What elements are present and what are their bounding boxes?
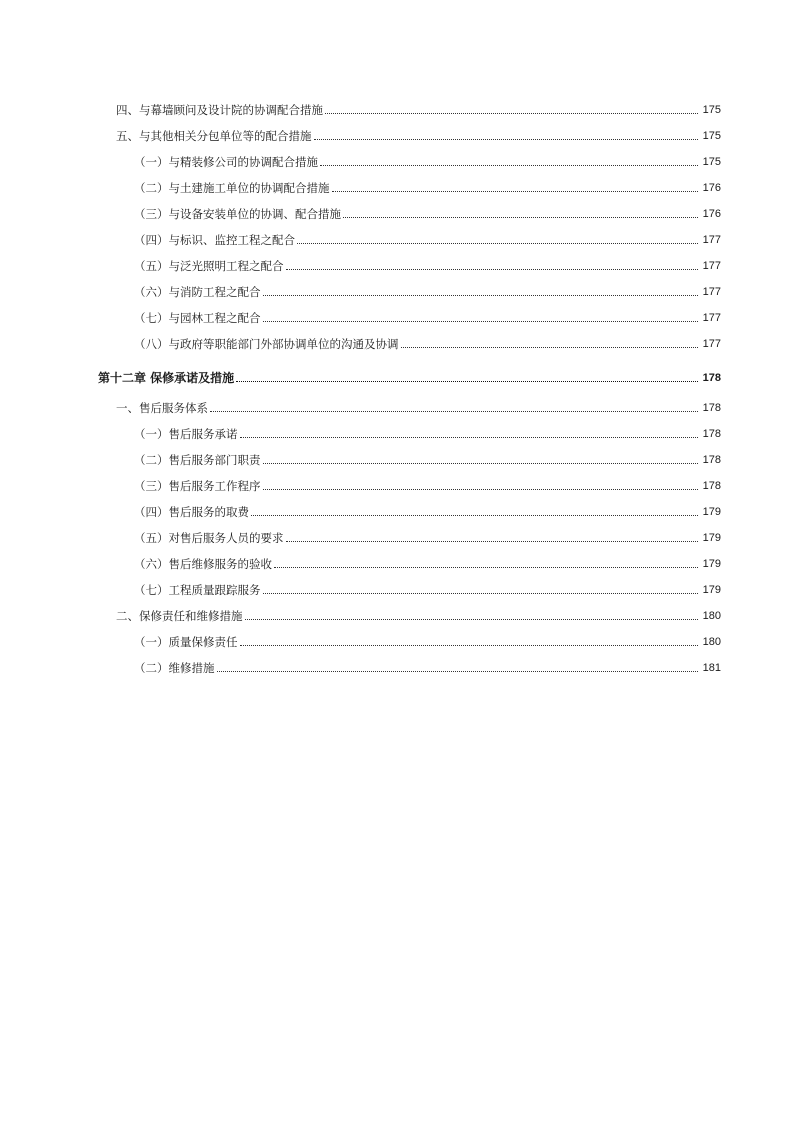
- toc-entry[interactable]: [134, 571, 721, 597]
- dot-leader: [343, 217, 698, 218]
- toc-page-number: 175: [702, 104, 721, 116]
- toc-entry[interactable]: [134, 519, 721, 545]
- toc-page-number: 178: [702, 454, 721, 466]
- toc-entry[interactable]: [134, 623, 721, 649]
- toc-entry[interactable]: [134, 221, 721, 247]
- toc-entry[interactable]: [134, 649, 721, 675]
- toc-page-number: 175: [702, 156, 721, 168]
- toc-entry-title: （四）售后服务的取费: [134, 505, 249, 519]
- dot-leader: [263, 463, 699, 464]
- dot-leader: [240, 437, 699, 438]
- toc-entry-title: （三）与设备安装单位的协调、配合措施: [134, 207, 341, 221]
- toc-page-number: 180: [702, 636, 721, 648]
- toc-entry[interactable]: [116, 117, 721, 143]
- toc-entry-title: （一）质量保修责任: [134, 635, 238, 649]
- toc-page-number: 177: [702, 234, 721, 246]
- toc-entry[interactable]: [134, 325, 721, 351]
- toc-entry[interactable]: [134, 273, 721, 299]
- dot-leader: [251, 515, 698, 516]
- toc-page-number: 179: [702, 506, 721, 518]
- toc-entry-title: 一、售后服务体系: [116, 401, 208, 415]
- dot-leader: [286, 269, 699, 270]
- toc-entry-title: 二、保修责任和维修措施: [116, 609, 243, 623]
- dot-leader: [274, 567, 698, 568]
- dot-leader: [325, 113, 698, 114]
- toc-entry[interactable]: [134, 169, 721, 195]
- toc-entry[interactable]: [134, 143, 721, 169]
- toc-entry-title: （三）售后服务工作程序: [134, 479, 261, 493]
- toc-entry-title: （二）售后服务部门职责: [134, 453, 261, 467]
- dot-leader: [263, 295, 699, 296]
- toc-entry[interactable]: [134, 441, 721, 467]
- toc-entry-title: （二）维修措施: [134, 661, 215, 675]
- dot-leader: [320, 165, 698, 166]
- toc-entry-title: （五）与泛光照明工程之配合: [134, 259, 284, 273]
- toc-entry-title: 五、与其他相关分包单位等的配合措施: [116, 129, 312, 143]
- toc-page-number: 176: [702, 208, 721, 220]
- toc-entry-title: （五）对售后服务人员的要求: [134, 531, 284, 545]
- toc-entry[interactable]: [134, 467, 721, 493]
- dot-leader: [332, 191, 699, 192]
- toc-page-number: 179: [702, 532, 721, 544]
- toc-entry[interactable]: [116, 91, 721, 117]
- toc-chapter-entry[interactable]: [98, 355, 721, 385]
- dot-leader: [236, 381, 698, 382]
- toc-page-number: 177: [702, 312, 721, 324]
- toc-page-number: 177: [702, 286, 721, 298]
- dot-leader: [263, 593, 699, 594]
- toc-entry[interactable]: [134, 247, 721, 273]
- toc-entry-title: （四）与标识、监控工程之配合: [134, 233, 295, 247]
- toc-page-number: 178: [702, 480, 721, 492]
- toc-entry-title: （一）与精装修公司的协调配合措施: [134, 155, 318, 169]
- toc-page-number: 178: [702, 402, 721, 414]
- dot-leader: [263, 321, 699, 322]
- toc-entry[interactable]: [134, 493, 721, 519]
- toc-entry-title: 四、与幕墙顾问及设计院的协调配合措施: [116, 103, 323, 117]
- dot-leader: [245, 619, 699, 620]
- dot-leader: [297, 243, 698, 244]
- toc-entry[interactable]: [116, 389, 721, 415]
- toc-page-number: 177: [702, 260, 721, 272]
- toc-entry-title: （六）与消防工程之配合: [134, 285, 261, 299]
- dot-leader: [401, 347, 699, 348]
- toc-page-number: 177: [702, 338, 721, 350]
- toc-page-number: 180: [702, 610, 721, 622]
- toc-entry[interactable]: [116, 597, 721, 623]
- toc-entry-title: （一）售后服务承诺: [134, 427, 238, 441]
- toc-page-number: 181: [702, 662, 721, 674]
- toc-page-number: 178: [702, 372, 721, 384]
- toc-entry-title: 第十二章 保修承诺及措施: [98, 371, 235, 385]
- dot-leader: [286, 541, 699, 542]
- toc-page-number: 175: [702, 130, 721, 142]
- dot-leader: [210, 411, 698, 412]
- toc-entry-title: （二）与土建施工单位的协调配合措施: [134, 181, 330, 195]
- toc-page-number: 178: [702, 428, 721, 440]
- dot-leader: [240, 645, 699, 646]
- toc-entry[interactable]: [134, 299, 721, 325]
- toc-entry-title: （七）与园林工程之配合: [134, 311, 261, 325]
- dot-leader: [263, 489, 699, 490]
- toc-entry-title: （七）工程质量跟踪服务: [134, 583, 261, 597]
- toc-entry[interactable]: [134, 195, 721, 221]
- toc-page-number: 179: [702, 584, 721, 596]
- toc-entry[interactable]: [134, 415, 721, 441]
- toc-entry[interactable]: [134, 545, 721, 571]
- toc-entry-title: （六）售后维修服务的验收: [134, 557, 272, 571]
- toc-entry-title: （八）与政府等职能部门外部协调单位的沟通及协调: [134, 337, 399, 351]
- toc-page-number: 179: [702, 558, 721, 570]
- toc-page-number: 176: [702, 182, 721, 194]
- table-of-contents: [0, 91, 793, 675]
- dot-leader: [217, 671, 699, 672]
- dot-leader: [314, 139, 699, 140]
